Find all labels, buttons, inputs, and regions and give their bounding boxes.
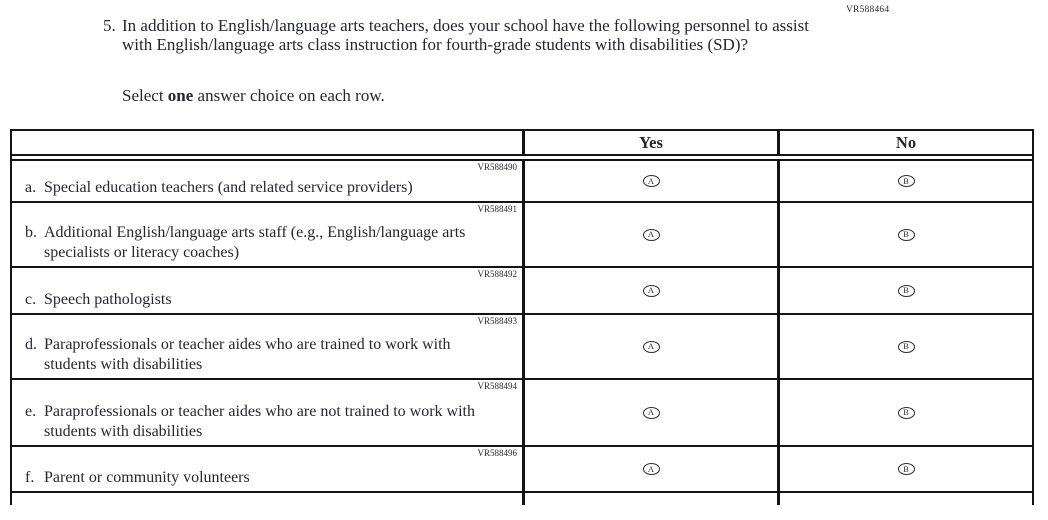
row-c-letter: c. xyxy=(25,291,37,308)
row-a-yes-cell xyxy=(522,161,777,201)
row-f-label xyxy=(25,468,506,488)
row-f-no-option[interactable]: B xyxy=(898,463,915,475)
row-c-no-option[interactable]: B xyxy=(898,285,915,297)
row-e-no-cell xyxy=(777,380,1032,445)
instruction-bold: one xyxy=(167,86,194,105)
row-d-yes-option[interactable]: A xyxy=(643,341,660,353)
row-e-code: VR588494 xyxy=(477,381,517,391)
row-e-label xyxy=(25,402,506,442)
row-d-letter: d. xyxy=(25,336,37,353)
row-a-letter: a. xyxy=(25,179,37,196)
instruction-prefix: Select xyxy=(122,86,168,105)
row-a-code: VR588490 xyxy=(477,162,517,172)
row-e-label-cell xyxy=(12,380,522,445)
row-b-code: VR588491 xyxy=(477,204,517,214)
row-c-yes-option[interactable]: A xyxy=(643,285,660,297)
stub-cell-3 xyxy=(777,493,1032,505)
row-e-yes-cell xyxy=(522,380,777,445)
row-f-label-cell xyxy=(12,447,522,491)
row-b-letter: b. xyxy=(25,224,37,241)
row-e-letter: e. xyxy=(25,403,37,420)
row-d-label-cell xyxy=(12,315,522,378)
row-a-label-cell xyxy=(12,161,522,201)
stub-cell-1 xyxy=(12,493,522,505)
row-a-no-cell xyxy=(777,161,1032,201)
table-next-row-stub xyxy=(12,493,1032,505)
row-a-label xyxy=(25,178,506,198)
question-instruction xyxy=(122,86,385,105)
row-d-yes-cell xyxy=(522,315,777,378)
row-b-text: Additional English/language arts staff (e.g., English/language arts specialists or literacy coaches) xyxy=(44,224,466,261)
row-f-text: Parent or community volunteers xyxy=(44,469,250,486)
row-f-yes-cell xyxy=(522,447,777,491)
answer-table xyxy=(10,129,1034,505)
row-f-yes-option[interactable]: A xyxy=(643,463,660,475)
table-row-a xyxy=(12,161,1032,203)
row-f-letter: f. xyxy=(25,469,35,486)
form-code: VR588464 xyxy=(846,5,890,15)
row-c-text: Speech pathologists xyxy=(44,291,172,308)
table-row-f xyxy=(12,447,1032,493)
header-no: No xyxy=(777,131,1032,154)
row-b-label xyxy=(25,223,506,263)
row-e-text: Paraprofessionals or teacher aides who are not trained to work with students with disabilities xyxy=(44,403,475,440)
row-d-no-option[interactable]: B xyxy=(898,341,915,353)
instruction-suffix: answer choice on each row. xyxy=(193,86,385,105)
row-b-yes-cell xyxy=(522,203,777,266)
table-row-c xyxy=(12,268,1032,315)
row-b-no-cell xyxy=(777,203,1032,266)
table-row-b xyxy=(12,203,1032,268)
row-d-no-cell xyxy=(777,315,1032,378)
header-blank-cell xyxy=(12,131,522,154)
row-c-code: VR588492 xyxy=(477,269,517,279)
row-c-label-cell xyxy=(12,268,522,313)
table-header-row xyxy=(12,131,1032,161)
table-row-d xyxy=(12,315,1032,380)
row-c-no-cell xyxy=(777,268,1032,313)
question-text: In addition to English/language arts teachers, does your school have the following personnel to assist with English/language arts class instruction for fourth-grade students with disabilities (SD)? xyxy=(122,16,809,54)
row-d-code: VR588493 xyxy=(477,316,517,326)
row-c-label xyxy=(25,290,506,310)
row-a-yes-option[interactable]: A xyxy=(643,175,660,187)
row-a-no-option[interactable]: B xyxy=(898,175,915,187)
row-b-label-cell xyxy=(12,203,522,266)
row-e-no-option[interactable]: B xyxy=(898,407,915,419)
row-b-yes-option[interactable]: A xyxy=(643,229,660,241)
row-e-yes-option[interactable]: A xyxy=(643,407,660,419)
row-f-no-cell xyxy=(777,447,1032,491)
table-row-e xyxy=(12,380,1032,447)
row-a-text: Special education teachers (and related service providers) xyxy=(44,179,413,196)
row-f-code: VR588496 xyxy=(477,448,517,458)
row-d-label xyxy=(25,335,506,375)
stub-cell-2 xyxy=(522,493,777,505)
row-c-yes-cell xyxy=(522,268,777,313)
row-b-no-option[interactable]: B xyxy=(898,229,915,241)
header-yes: Yes xyxy=(522,131,777,154)
row-d-text: Paraprofessionals or teacher aides who are trained to work with students with disabilities xyxy=(44,336,451,373)
question-number: 5. xyxy=(103,16,116,35)
